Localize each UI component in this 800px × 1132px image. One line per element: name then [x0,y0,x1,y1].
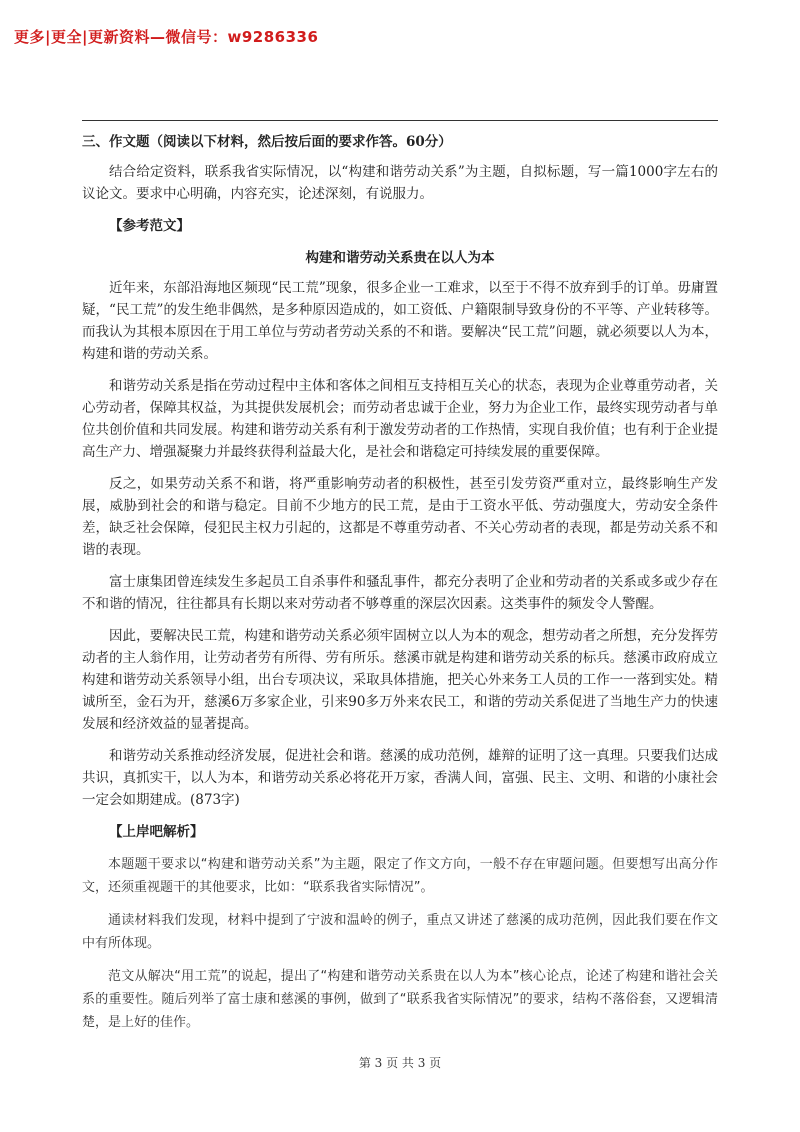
sample-essay-tag: 【参考范文】 [109,218,190,234]
page-content [82,131,718,1044]
analysis-section [82,821,718,1034]
essay-paragraph: 近年来，东部沿海地区频现“民工荒”现象，很多企业一工难求，以至于不得不放弃到手的订单。毋庸置疑，“民工荒”的发生绝非偶然，是多种原因造成的，如工资低、户籍限制导致身份的不平等、产业转移等。而我认为其根本原因在于用工单位与劳动者劳动关系的不和谐。要解决“民工荒”问题，就必须要以人为本，构建和谐的劳动关系。 [82,280,718,362]
analysis-tag: 【上岸吧解析】 [109,824,204,840]
analysis-paragraph: 通读材料我们发现，材料中提到了宁波和温岭的例子，重点又讲述了慈溪的成功范例，因此我们要在作文中有所体现。 [82,913,718,951]
section-heading: 三、作文题（阅读以下材料，然后按后面的要求作答。60分） [82,134,452,150]
essay-paragraph: 和谐劳动关系推动经济发展，促进社会和谐。慈溪的成功范例，雄辩的证明了这一真理。只要我们达成共识，真抓实干，以人为本，和谐劳动关系必将花开万家，香满人间，富强、民主、文明、和谐的小康社会一定会如期建成。(873字) [82,748,718,808]
essay-paragraph: 因此，要解决民工荒，构建和谐劳动关系必须牢固树立以人为本的观念，想劳动者之所想，充分发挥劳动者的主人翁作用，让劳动者劳有所得、劳有所乐。慈溪市就是构建和谐劳动关系的标兵。慈溪市政府成立构建和谐劳动关系领导小组，出台专项决议，采取具体措施，把关心外来务工人员的工作一一落到实处。精诚所至，金石为开，慈溪6万多家企业，引来90多万外来农民工，和谐的劳动关系促进了当地生产力的快速发展和经济效益的显著提高。 [82,628,718,732]
essay-title: 构建和谐劳动关系贵在以人为本 [305,250,495,266]
essay-prompt: 结合给定资料，联系我省实际情况，以“构建和谐劳动关系”为主题，自拟标题，写一篇1000字左右的议论文。要求中心明确，内容充实，论述深刻，有说服力。 [82,164,718,202]
essay-paragraph: 富士康集团曾连续发生多起员工自杀事件和骚乱事件，都充分表明了企业和劳动者的关系或多或少存在不和谐的情况，往往都具有长期以来对劳动者不够尊重的深层次因素。这类事件的频发令人警醒。 [82,574,718,612]
essay-paragraph: 和谐劳动关系是指在劳动过程中主体和客体之间相互支持相互关心的状态，表现为企业尊重劳动者，关心劳动者，保障其权益，为其提供发展机会；而劳动者忠诚于企业，努力为企业工作，最终实现劳动者与单位共创价值和共同发展。构建和谐劳动关系有利于激发劳动者的工作热情，实现自我价值；也有利于企业提高生产力、增强凝聚力并最终获得利益最大化，是社会和谐稳定可持续发展的重要保障。 [82,378,718,460]
header-divider [82,120,718,121]
analysis-paragraph: 范文从解决“用工荒”的说起，提出了“构建和谐劳动关系贵在以人为本”核心论点，论述了构建和谐社会关系的重要性。随后列举了富士康和慈溪的事例，做到了“联系我省实际情况”的要求，结构不落俗套，又逻辑清楚，是上好的佳作。 [82,969,718,1030]
essay-paragraph: 反之，如果劳动关系不和谐，将严重影响劳动者的积极性，甚至引发劳资严重对立，最终影响生产发展，威胁到社会的和谐与稳定。目前不少地方的民工荒，是由于工资水平低、劳动强度大，劳动安全条件差，缺乏社会保障，侵犯民主权力引起的，这都是不尊重劳动者、不关心劳动者的表现，都是劳动关系不和谐的表现。 [82,476,718,558]
analysis-paragraph: 本题题干要求以“构建和谐劳动关系”为主题，限定了作文方向，一般不存在审题问题。但要想写出高分作文，还须重视题干的其他要求，比如：“联系我省实际情况”。 [82,857,718,895]
page-number: 第 3 页 共 3 页 [358,1056,442,1070]
wechat-banner: 更多|更全|更新资料—微信号：w9286336 [14,28,319,46]
